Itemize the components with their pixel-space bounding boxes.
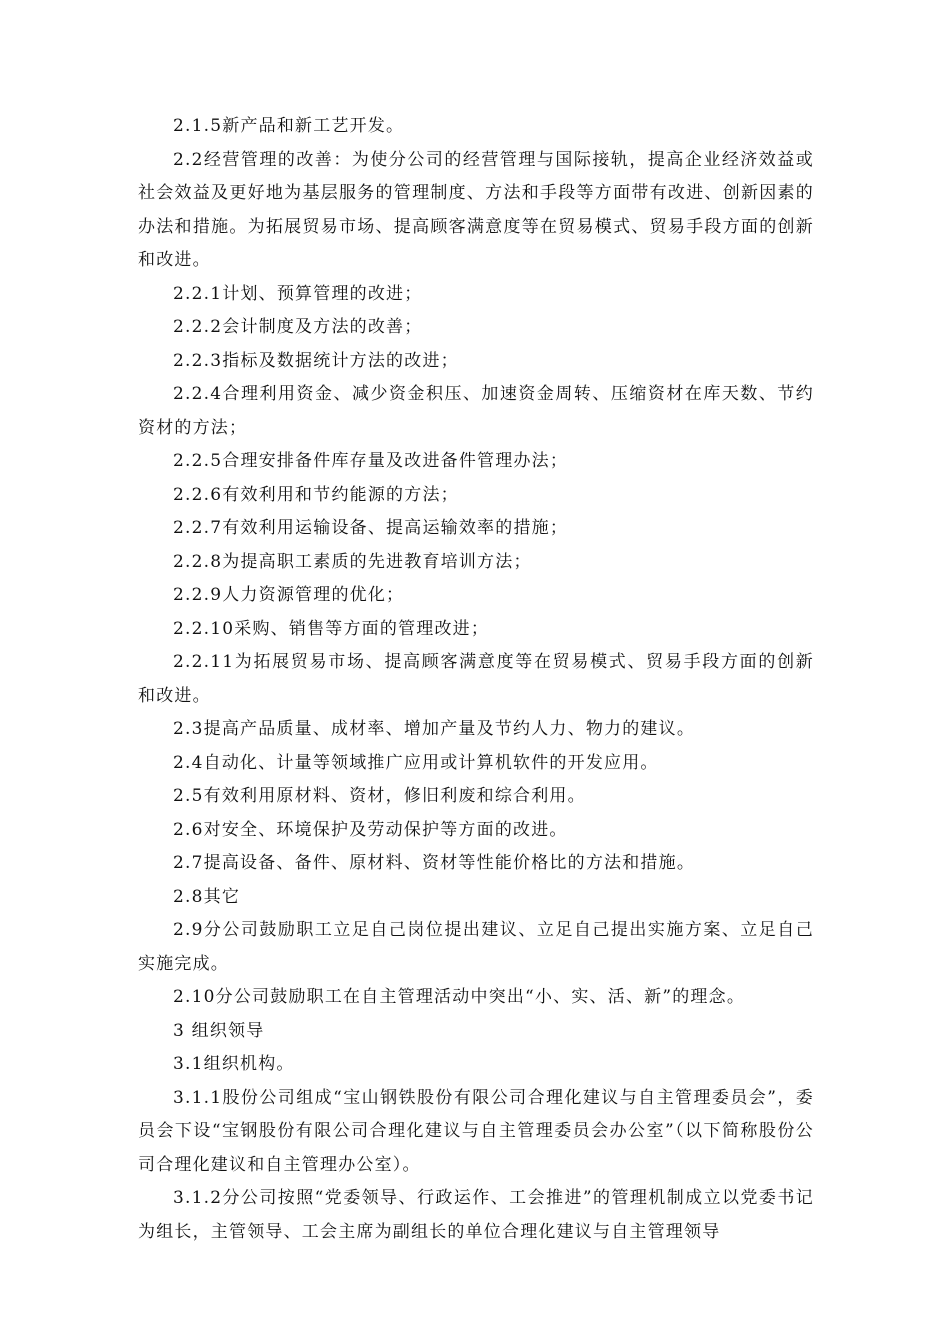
paragraph-2-6: 2.6对安全、环境保护及劳动保护等方面的改进。 (173, 819, 568, 840)
paragraph-2-7: 2.7提高设备、备件、原材料、资材等性能价格比的方法和措施。 (173, 853, 696, 873)
paragraph-2-2-10: 2.2.10采购、销售等方面的管理改进； (173, 618, 490, 639)
paragraph-2-3: 2.3提高产品质量、成材率、增加产量及节约人力、物力的建议。 (173, 719, 696, 739)
paragraph-2-5: 2.5有效利用原材料、资材，修旧利废和综合利用。 (173, 786, 586, 806)
paragraph-2-2-3: 2.2.3指标及数据统计方法的改进； (173, 350, 459, 371)
paragraph-2-2-9: 2.2.9人力资源管理的优化； (173, 585, 405, 605)
paragraph-2-1-5: 2.1.5新产品和新工艺开发。 (173, 116, 405, 136)
paragraph-2-2-1: 2.2.1计划、预算管理的改进； (173, 283, 423, 304)
paragraph-2-2-8: 2.2.8为提高职工素质的先进教育培训方法； (173, 551, 532, 572)
paragraph-2-2-4: 2.2.4合理利用资金、减少资金积压、加速资金周转、压缩资材在库天数、节约资材的方法； (138, 384, 814, 438)
paragraph-3-1: 3.1组织机构。 (173, 1054, 295, 1074)
paragraph-2-2-5: 2.2.5合理安排备件库存量及改进备件管理办法； (173, 451, 569, 471)
paragraph-2-8: 2.8其它 (173, 886, 241, 907)
paragraph-2-2-7: 2.2.7有效利用运输设备、提高运输效率的措施； (173, 518, 569, 538)
document-body (138, 110, 814, 1249)
paragraph-2-2: 2.2经营管理的改善：为使分公司的经营管理与国际接轨，提高企业经济效益或社会效益及更好地为基层服务的管理制度、方法和手段等方面带有改进、创新因素的办法和措施。为拓展贸易市场、提高顾客满意度等在贸易模式、贸易手段方面的创新和改进。 (138, 149, 814, 270)
paragraph-2-9: 2.9分公司鼓励职工立足自己岗位提出建议、立足自己提出实施方案、立足自己实施完成。 (138, 920, 814, 974)
paragraph-3-1-1: 3.1.1股份公司组成“宝山钢铁股份有限公司合理化建议与自主管理委员会”，委员会下设“宝钢股份有限公司合理化建议与自主管理委员会办公室”（以下简称股份公司合理化建议和自主管理办公室）。 (138, 1087, 814, 1175)
paragraph-2-2-6: 2.2.6有效利用和节约能源的方法； (173, 484, 459, 505)
section-heading-3: 3 组织领导 (173, 1020, 265, 1041)
paragraph-2-2-2: 2.2.2会计制度及方法的改善； (173, 317, 423, 337)
paragraph-3-1-2: 3.1.2分公司按照“党委领导、行政运作、工会推进”的管理机制成立以党委书记为组长，主管领导、工会主席为副组长的单位合理化建议与自主管理领导 (138, 1188, 814, 1242)
paragraph-2-2-11: 2.2.11为拓展贸易市场、提高顾客满意度等在贸易模式、贸易手段方面的创新和改进。 (138, 652, 814, 706)
paragraph-2-10: 2.10分公司鼓励职工在自主管理活动中突出“小、实、活、新”的理念。 (173, 987, 746, 1007)
paragraph-2-4: 2.4自动化、计量等领域推广应用或计算机软件的开发应用。 (173, 752, 659, 773)
